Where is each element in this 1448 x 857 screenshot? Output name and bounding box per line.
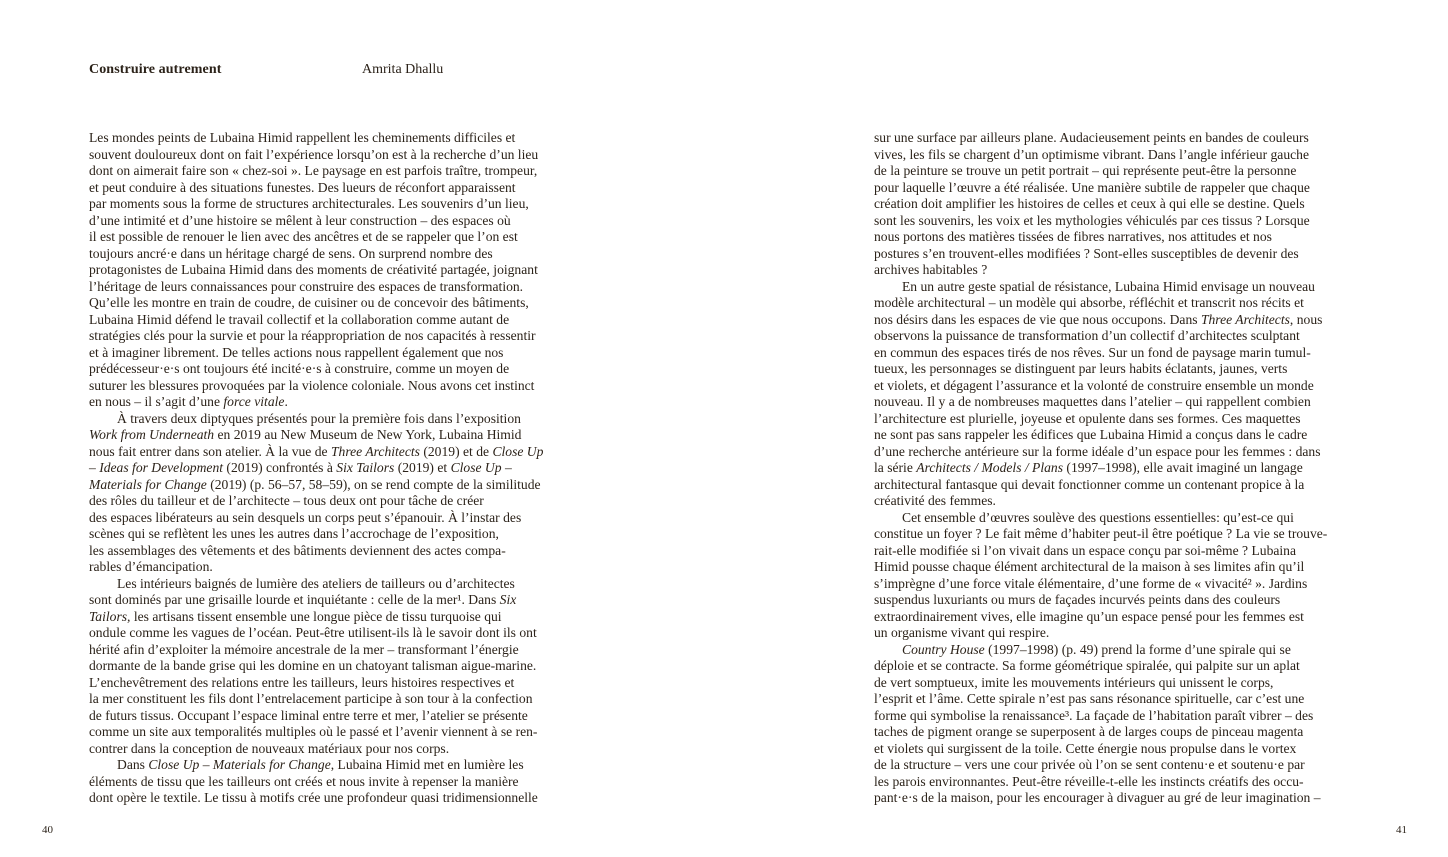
text-segment: un organisme vivant qui respire. xyxy=(874,625,1050,640)
text-line xyxy=(874,411,1374,428)
text-segment: nouveau. Il y a de nombreuses maquettes dans l’atelier – qui rappellent combien xyxy=(874,394,1311,409)
text-segment: en 2019 au New Museum de New York, Lubaina Himid xyxy=(214,427,522,442)
italic-text: Architects / Models / Plans xyxy=(916,460,1064,475)
italic-text: Country House xyxy=(902,641,985,657)
text-segment: Les intérieurs baignés de lumière des ateliers de tailleurs ou d’architectes xyxy=(117,575,515,591)
text-segment: créativité des femmes. xyxy=(874,493,996,508)
text-line xyxy=(874,246,1374,263)
text-segment: rait-elle modifiée si l’on vivait dans un espace conçu par soi-même ? Lubaina xyxy=(874,542,1297,558)
italic-text: Materials for Change xyxy=(89,476,207,492)
text-segment: dont on aimerait faire son « chez-soi ». Le paysage en est parfois traître, trompeur, xyxy=(89,163,538,178)
text-line xyxy=(874,691,1374,708)
text-line xyxy=(874,724,1374,741)
text-segment: comme un site aux temporalités multiples où le passé et l’avenir viennent à se ren- xyxy=(89,724,538,739)
text-line xyxy=(874,444,1374,461)
text-line xyxy=(89,295,589,312)
text-line xyxy=(874,642,1374,659)
text-segment: . xyxy=(284,394,288,409)
text-line xyxy=(89,790,589,807)
text-segment: en nous – il s’agit d’une xyxy=(89,394,224,409)
text-line xyxy=(89,180,589,197)
text-line xyxy=(89,411,589,428)
text-line xyxy=(874,774,1374,791)
text-line xyxy=(89,708,589,725)
text-line xyxy=(89,609,589,626)
text-line xyxy=(89,460,589,477)
italic-text: force vitale xyxy=(223,394,285,409)
text-line xyxy=(89,757,589,774)
text-line xyxy=(874,708,1374,725)
text-line xyxy=(874,493,1374,510)
text-line xyxy=(874,658,1374,675)
text-segment: , Lubaina Himid met en lumière les xyxy=(330,757,524,772)
text-segment: Cet ensemble d’œuvres soulève des questions essentielles: qu’est-ce qui xyxy=(902,509,1294,525)
text-line xyxy=(874,213,1374,230)
text-line xyxy=(874,163,1374,180)
text-line xyxy=(89,724,589,741)
text-line xyxy=(89,510,589,527)
text-segment: sur une surface par ailleurs plane. Audacieusement peints en bandes de couleurs xyxy=(874,130,1309,145)
text-segment: d’une intimité et d’une histoire se mêlent à leur construction – des espaces où xyxy=(89,212,511,228)
text-line xyxy=(89,493,589,510)
text-line xyxy=(89,576,589,593)
text-line xyxy=(874,279,1374,296)
text-line xyxy=(874,559,1374,576)
text-line xyxy=(89,361,589,378)
text-line xyxy=(89,246,589,263)
text-line xyxy=(89,774,589,791)
text-segment: constitue un foyer ? Le fait même d’habiter peut-il être poétique ? La vie se trouve- xyxy=(874,526,1328,541)
text-segment: dormante de la bande grise qui les domine en un chatoyant talisman aigue-marine. xyxy=(89,658,537,673)
text-segment: observons la puissance de transformation d’un collectif d’architectes sculptant xyxy=(874,328,1300,343)
text-line xyxy=(874,757,1374,774)
text-segment: Lubaina Himid défend le travail collectif et la collaboration comme autant de xyxy=(89,311,510,327)
text-segment: les assemblages des vêtements et des bâtiments deviennent des actes compa- xyxy=(89,542,506,558)
italic-text: Close Up xyxy=(492,443,544,459)
text-line xyxy=(874,130,1374,147)
text-line xyxy=(874,625,1374,642)
italic-text: Tailors, xyxy=(89,608,131,624)
text-segment: hérité afin d’exploiter la mémoire ancestrale de la mer – transformant l’énergie xyxy=(89,641,519,657)
text-segment: et violets, et dégagent l’assurance et la volonté de construire ensemble un monde xyxy=(874,377,1314,393)
text-segment: tueux, les personnages se distinguent par leurs habits éclatants, jaunes, verts xyxy=(874,361,1288,376)
text-line xyxy=(874,361,1374,378)
text-line xyxy=(89,328,589,345)
text-segment: la série xyxy=(874,460,917,475)
text-line xyxy=(89,526,589,543)
text-line xyxy=(874,460,1374,477)
text-segment: l’héritage de leurs connaissances pour construire des espaces de transformation. xyxy=(89,278,524,294)
text-segment: forme qui symbolise la renaissance³. La façade de l’habitation paraît vibrer – des xyxy=(874,707,1314,723)
left-text-column xyxy=(89,130,589,807)
page-number-right: 41 xyxy=(1396,824,1407,836)
text-segment: s’imprègne d’une force vitale élémentaire, d’une forme de « vivacité² ». Jardins xyxy=(874,575,1308,591)
text-segment: L’enchevêtrement des relations entre les tailleurs, leurs histoires respectives et xyxy=(89,674,515,690)
text-segment: sont dominés par une grisaille lourde et inquiétante : celle de la mer¹. Dans xyxy=(89,592,500,607)
text-line xyxy=(89,691,589,708)
text-segment: (2019) et de xyxy=(419,443,493,459)
text-segment: vives, les fils se chargent d’un optimisme vibrant. Dans l’angle inférieur gauche xyxy=(874,146,1309,162)
text-segment: les artisans tissent ensemble une longue pièce de tissu turquoise qui xyxy=(130,608,502,624)
text-line xyxy=(89,279,589,296)
text-segment: en commun des espaces tirés de nos rêves. Sur un fond de paysage marin tumul- xyxy=(874,344,1311,360)
text-segment: (2019) (p. 56–57, 58–59), on se rend compte de la similitude xyxy=(206,476,541,492)
text-segment: archives habitables ? xyxy=(874,262,988,277)
text-line xyxy=(89,345,589,362)
text-segment: de vert somptueux, imite les mouvements intérieurs qui unissent le corps, xyxy=(874,674,1274,690)
text-segment: modèle architectural – un modèle qui absorbe, réfléchit et transcrit nos récits et xyxy=(874,295,1304,310)
italic-text: Close Up – Materials for Change xyxy=(148,757,331,772)
text-line xyxy=(874,543,1374,560)
text-segment: suspendus luxuriants ou murs de façades incurvés peints dans des couleurs xyxy=(874,592,1281,607)
text-line xyxy=(874,262,1374,279)
text-segment: dont opère le textile. Le tissu à motifs crée une profondeur quasi tridimensionnelle xyxy=(89,790,538,805)
text-segment: les parois environnantes. Peut-être réveille-t-elle les instincts créatifs des occu- xyxy=(874,773,1304,789)
text-segment: de la peinture se trouve un petit portrait – qui représente peut-être la personne xyxy=(874,163,1297,178)
text-segment: (2019) confrontés à xyxy=(223,460,337,475)
text-segment: nous portons des matières tissées de fibres narratives, nos attitudes et nos xyxy=(874,229,1272,244)
text-line xyxy=(874,427,1374,444)
italic-text: Three Architects xyxy=(330,443,420,459)
text-segment: de la structure – vers une cour privée où l’on se sent contenu·e et soutenu·e par xyxy=(874,757,1305,772)
page-number-left: 40 xyxy=(42,824,53,836)
text-segment: l’architecture est plurielle, joyeuse et opulente dans ses formes. Ces maquettes xyxy=(874,410,1301,426)
italic-text: – Ideas for Development xyxy=(89,460,224,475)
text-segment: postures s’en trouvent-elles modifiées ? Sont-elles susceptibles de devenir des xyxy=(874,245,1299,261)
text-segment: création doit amplifier les histoires de celles et ceux à qui elle se destine. Quels xyxy=(874,196,1305,211)
text-line xyxy=(874,609,1374,626)
text-line xyxy=(874,394,1374,411)
text-segment: ondule comme les vagues de l’océan. Peut-être utilisent-ils là le savoir dont ils ont xyxy=(89,625,537,640)
italic-text: Work from Underneath xyxy=(89,427,215,442)
text-line xyxy=(89,741,589,758)
text-segment: et à imaginer librement. De telles actions nous rappellent également que nos xyxy=(89,344,504,360)
text-line xyxy=(89,625,589,642)
text-line xyxy=(89,675,589,692)
text-line xyxy=(874,675,1374,692)
italic-text: Close Up – xyxy=(450,460,512,475)
text-segment: Qu’elle les montre en train de coudre, de cuisiner ou de concevoir des bâtiments, xyxy=(89,295,529,310)
text-line xyxy=(89,658,589,675)
text-segment: Dans xyxy=(117,757,149,772)
text-segment: (1997–1998) (p. 49) prend la forme d’une spirale qui se xyxy=(984,641,1291,657)
text-line xyxy=(874,196,1374,213)
text-segment: souvent douloureux dont on fait l’expérience lorsqu’on est à la recherche d’un lieu xyxy=(89,146,539,162)
text-line xyxy=(874,147,1374,164)
text-line xyxy=(89,642,589,659)
text-line xyxy=(89,559,589,576)
text-line xyxy=(874,477,1374,494)
text-line xyxy=(89,130,589,147)
text-line xyxy=(89,543,589,560)
text-segment: par moments sous la forme de structures architecturales. Les souvenirs d’un lieu, xyxy=(89,196,529,211)
text-line xyxy=(89,213,589,230)
text-segment: il est possible de renouer le lien avec des ancêtres et de se rappeler que l’on est xyxy=(89,229,518,244)
text-segment: d’une recherche antérieure sur la forme idéale d’un espace pour les femmes : dans xyxy=(874,443,1321,459)
text-segment: sont les souvenirs, les voix et les mythologies véhiculés par ces tissus ? Lorsque xyxy=(874,212,1310,228)
text-segment: architectural fantasque qui devait fonctionner comme un contenant propice à la xyxy=(874,476,1305,492)
text-segment: pant·e·s de la maison, pour les encourager à divaguer au gré de leur imagination – xyxy=(874,790,1321,805)
text-segment: de futurs tissus. Occupant l’espace liminal entre terre et mer, l’atelier se présente xyxy=(89,707,528,723)
italic-text: Six Tailors xyxy=(336,460,395,475)
text-line xyxy=(89,163,589,180)
text-segment: En un autre geste spatial de résistance, Lubaina Himid envisage un nouveau xyxy=(902,278,1315,294)
text-segment: stratégies clés pour la survie et pour la réappropriation de nos capacités à ressentir xyxy=(89,328,536,343)
text-line xyxy=(874,180,1374,197)
text-segment: , nous xyxy=(1289,311,1323,327)
text-segment: (1997–1998), elle avait imaginé un langage xyxy=(1063,460,1303,475)
essay-title: Construire autrement xyxy=(89,62,222,77)
text-line xyxy=(89,147,589,164)
text-segment: pour laquelle l’œuvre a été réalisée. Une manière subtile de rappeler que chaque xyxy=(874,179,1310,195)
text-segment: nous fait entrer dans son atelier. À la vue de xyxy=(89,443,331,459)
text-line xyxy=(89,378,589,395)
text-segment: Himid pousse chaque élément architectural de la maison à ses limites afin qu’il xyxy=(874,559,1305,574)
text-segment: À travers deux diptyques présentés pour la première fois dans l’exposition xyxy=(117,410,521,426)
text-line xyxy=(874,229,1374,246)
text-line xyxy=(874,295,1374,312)
text-segment: (2019) et xyxy=(394,460,451,475)
text-segment: Les mondes peints de Lubaina Himid rappellent les cheminements difficiles et xyxy=(89,130,516,145)
text-line xyxy=(89,477,589,494)
text-segment: éléments de tissu que les tailleurs ont créés et nous invite à repenser la manière xyxy=(89,773,519,789)
author-name: Amrita Dhallu xyxy=(362,62,444,77)
text-line xyxy=(89,262,589,279)
text-line xyxy=(89,394,589,411)
text-line xyxy=(874,576,1374,593)
text-segment: suturer les blessures provoquées par la violence coloniale. Nous avons cet instinct xyxy=(89,377,535,393)
text-line xyxy=(874,345,1374,362)
text-segment: rables d’émancipation. xyxy=(89,559,213,574)
text-line xyxy=(874,510,1374,527)
text-segment: taches de pigment orange se superposent à de larges coups de pinceau magenta xyxy=(874,724,1304,739)
text-line xyxy=(89,229,589,246)
text-segment: extraordinairement vives, elle imagine qu’un espace pensé pour les femmes est xyxy=(874,608,1304,624)
text-line xyxy=(89,312,589,329)
text-segment: des rôles du tailleur et de l’architecte – tous deux ont pour tâche de créer xyxy=(89,493,484,508)
italic-text: Six xyxy=(499,592,517,607)
text-segment: toujours ancré·e dans un héritage chargé de sens. On surprend nombre des xyxy=(89,245,493,261)
text-line xyxy=(874,526,1374,543)
text-segment: protagonistes de Lubaina Himid dans des moments de créativité partagée, joignant xyxy=(89,262,538,277)
text-line xyxy=(89,592,589,609)
text-line xyxy=(874,592,1374,609)
text-line xyxy=(89,196,589,213)
text-line xyxy=(89,427,589,444)
text-segment: ne sont pas sans rappeler les édifices que Lubaina Himid a conçus dans le cadre xyxy=(874,427,1308,442)
text-segment: contrer dans la conception de nouveaux matériaux pour nos corps. xyxy=(89,740,450,756)
text-segment: scènes qui se reflètent les unes les autres dans l’accrochage de l’exposition, xyxy=(89,526,499,541)
right-text-column xyxy=(874,130,1374,807)
text-line xyxy=(874,790,1374,807)
text-line xyxy=(874,741,1374,758)
italic-text: Three Architects xyxy=(1200,311,1290,327)
text-segment: et violets qui surgissent de la toile. Cette énergie nous propulse dans le vortex xyxy=(874,740,1297,756)
text-segment: prédécesseur·e·s ont toujours été incité·e·s à construire, comme un moyen de xyxy=(89,361,510,376)
text-segment: la mer constituent les fils dont l’entrelacement participe à son tour à la confection xyxy=(89,691,533,706)
text-segment: et peut conduire à des situations funestes. Des lueurs de réconfort apparaissent xyxy=(89,179,516,195)
text-line xyxy=(874,328,1374,345)
text-segment: l’esprit et l’âme. Cette spirale n’est pas sans résonance spirituelle, car c’est une xyxy=(874,691,1305,706)
text-segment: nos désirs dans les espaces de vie que nous occupons. Dans xyxy=(874,311,1201,327)
text-line xyxy=(874,378,1374,395)
text-segment: des espaces libérateurs au sein desquels un corps peut s’épanouir. À l’instar des xyxy=(89,509,522,525)
text-segment: déploie et se contracte. Sa forme géométrique spiralée, qui palpite sur un aplat xyxy=(874,658,1300,673)
text-line xyxy=(89,444,589,461)
text-line xyxy=(874,312,1374,329)
